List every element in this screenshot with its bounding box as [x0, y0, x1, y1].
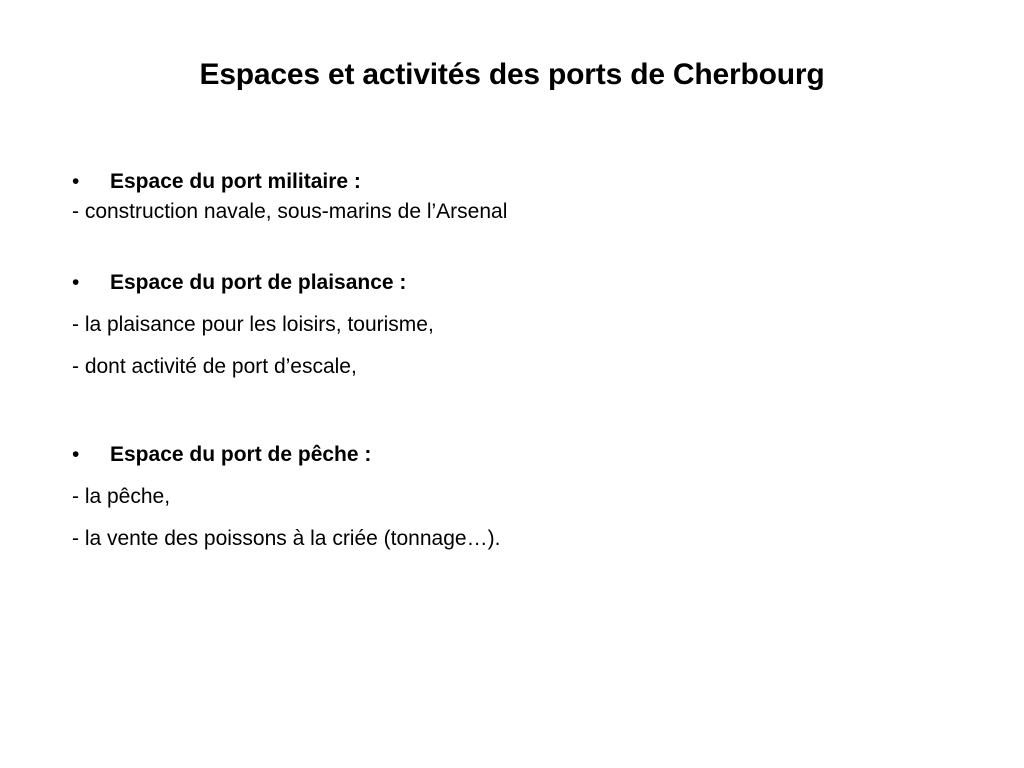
- section-line: - la vente des poissons à la criée (tonnage…).: [72, 527, 501, 550]
- bullet-icon: •: [72, 271, 80, 294]
- section-port-militaire: [72, 167, 972, 227]
- section-heading-label: Espace du port de pêche :: [110, 443, 372, 466]
- section-heading: [72, 268, 972, 298]
- section-heading-label: Espace du port de plaisance :: [110, 271, 407, 294]
- section-port-peche: [72, 440, 972, 554]
- section-heading: [72, 167, 972, 197]
- section-line: - la plaisance pour les loisirs, tourisme,: [72, 313, 434, 336]
- section-line: - dont activité de port d’escale,: [72, 355, 357, 378]
- section-heading: [72, 440, 972, 470]
- bullet-icon: •: [72, 443, 80, 466]
- section-heading-label: Espace du port militaire :: [110, 170, 361, 193]
- section-line: - la pêche,: [72, 485, 171, 508]
- slide-title: Espaces et activités des ports de Cherbourg: [199, 58, 825, 91]
- section-port-plaisance: [72, 268, 972, 382]
- bullet-icon: •: [72, 170, 80, 193]
- section-line: - construction navale, sous-marins de l’Arsenal: [72, 200, 508, 223]
